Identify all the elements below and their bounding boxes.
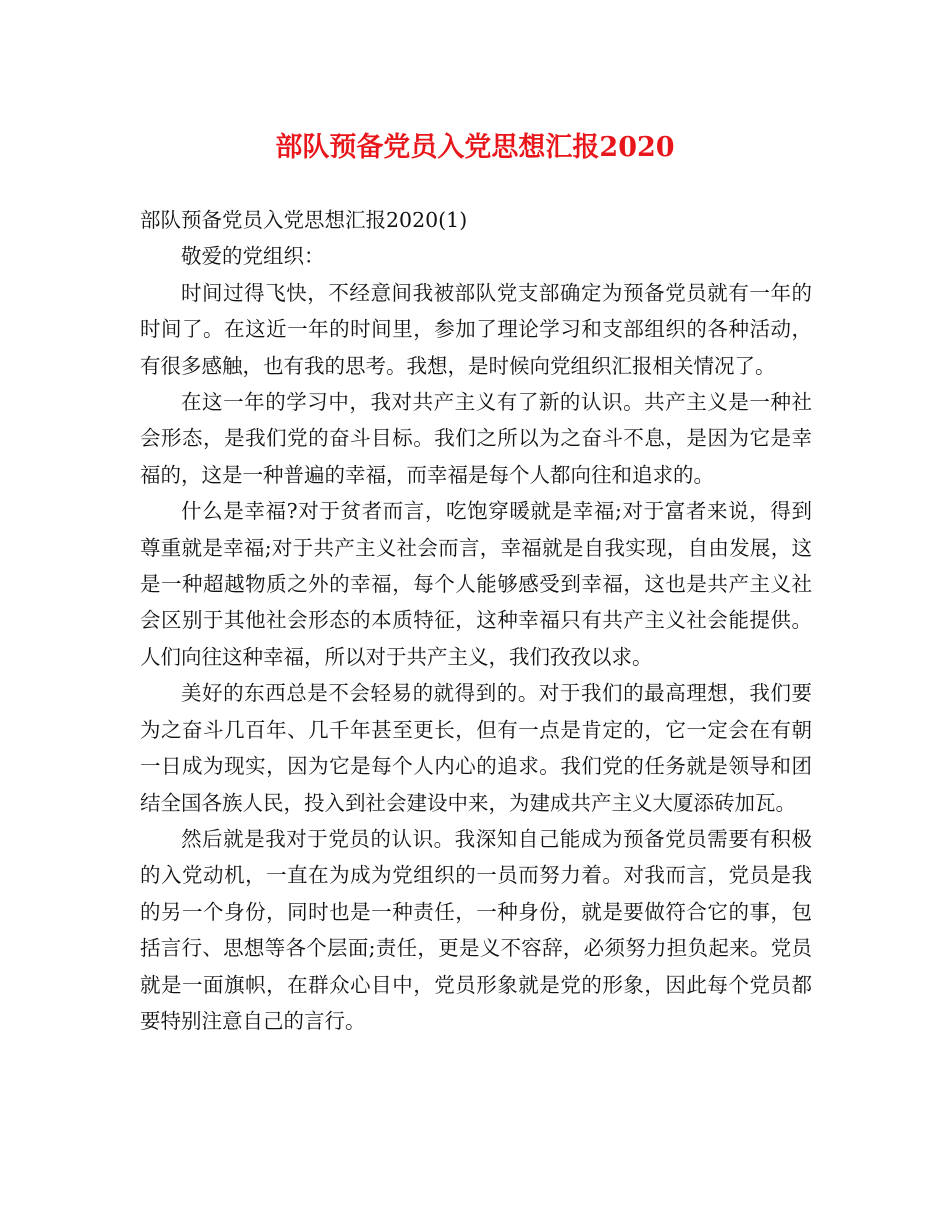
document-title: 部队预备党员入党思想汇报2020 <box>275 132 675 163</box>
document-subtitle: 部队预备党员入党思想汇报2020(1) <box>140 208 468 232</box>
document-body <box>140 202 812 1039</box>
paragraph: 什么是幸福?对于贫者而言，吃饱穿暖就是幸福;对于富者来说，得到尊重就是幸福;对于共产主义社会而言，幸福就是自我实现，自由发展，这是一种超越物质之外的幸福，每个人能够感受到幸福，这也是共产主义社会区别于其他社会形态的本质特征，这种幸福只有共产主义社会能提供。人们向往这种幸福，所以对于共产主义，我们孜孜以求。 <box>140 499 812 669</box>
paragraph: 然后就是我对于党员的认识。我深知自己能成为预备党员需要有积极的入党动机，一直在为成为党组织的一员而努力着。对我而言，党员是我的另一个身份，同时也是一种责任，一种身份，就是要做符合它的事，包括言行、思想等各个层面;责任，更是义不容辞，必须努力担负起来。党员就是一面旗帜，在群众心目中，党员形象就是党的形象，因此每个党员都要特别注意自己的言行。 <box>140 826 812 1033</box>
salutation: 敬爱的党组织： <box>181 244 325 269</box>
paragraph: 美好的东西总是不会轻易的就得到的。对于我们的最高理想，我们要为之奋斗几百年、几千年甚至更长，但有一点是肯定的，它一定会在有朝一日成为现实，因为它是每个人内心的追求。我们党的任务就是领导和团结全国各族人民，投入到社会建设中来，为建成共产主义大厦添砖加瓦。 <box>140 681 812 815</box>
paragraph: 时间过得飞快，不经意间我被部队党支部确定为预备党员就有一年的时间了。在这近一年的时间里，参加了理论学习和支部组织的各种活动，有很多感触，也有我的思考。我想，是时候向党组织汇报相关情况了。 <box>140 280 812 378</box>
paragraph: 在这一年的学习中，我对共产主义有了新的认识。共产主义是一种社会形态，是我们党的奋斗目标。我们之所以为之奋斗不息，是因为它是幸福的，这是一种普遍的幸福，而幸福是每个人都向往和追求的。 <box>140 390 812 487</box>
